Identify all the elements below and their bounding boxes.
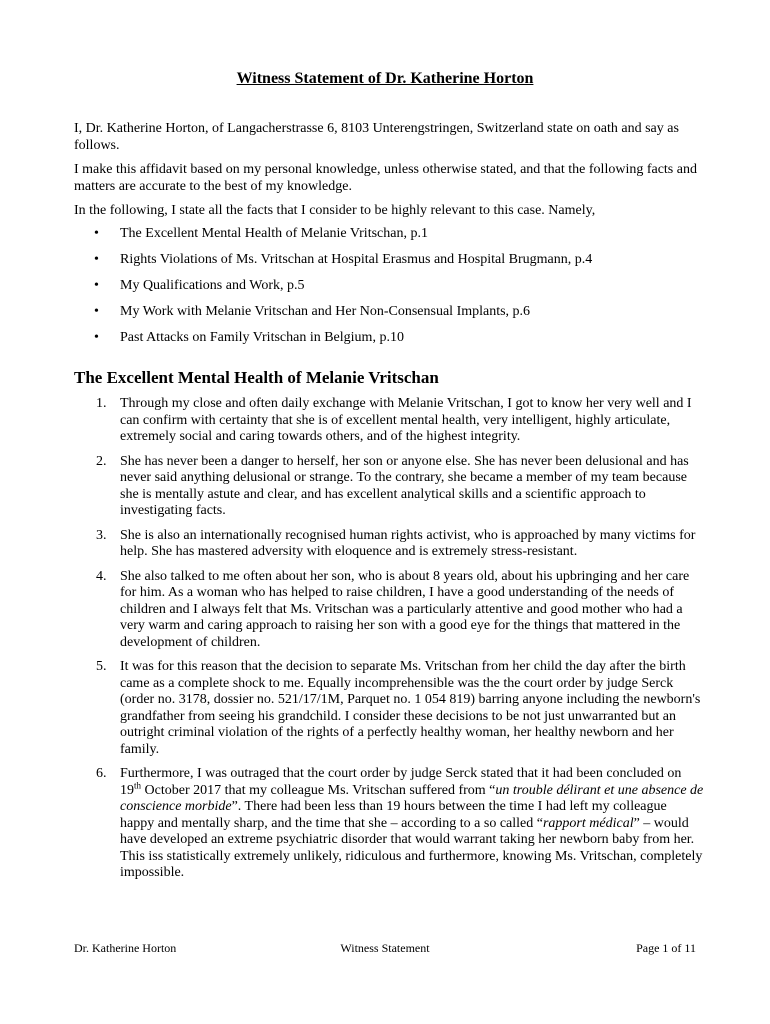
quoted-french-phrase: un trouble délirant et une absence de conscience morbide bbox=[120, 782, 704, 814]
bullet-icon: • bbox=[94, 226, 99, 241]
statement-item bbox=[74, 396, 704, 446]
statement-number: 1. bbox=[96, 396, 107, 411]
toc-item-text: The Excellent Mental Health of Melanie Vritschan, p.1 bbox=[120, 226, 428, 241]
footer-page-number: Page 1 of 11 bbox=[636, 941, 696, 955]
statement-text: Through my close and often daily exchange with Melanie Vritschan, I got to know her very well and I can confirm with certainty that she is of excellent mental health, very intelligent, highly articulate, extremely social and caring towards others, and of the highest integrity. bbox=[120, 396, 692, 444]
statement-text-part: ”. There had been less than 19 hours between the time I had left my colleague happy and mentally sharp, and the time that she – according to a so called “ bbox=[120, 799, 667, 831]
statement-item bbox=[74, 659, 704, 758]
statement-number: 6. bbox=[96, 766, 107, 781]
toc-item bbox=[74, 252, 704, 278]
intro-paragraph-oath: I, Dr. Katherine Horton, of Langacherstrasse 6, 8103 Unterengstringen, Switzerland state on oath and say as follows. bbox=[74, 121, 679, 153]
statement-text: She is also an internationally recognised human rights activist, who is approached by many victims for help. She has mastered adversity with eloquence and is extremely stress-resistant. bbox=[120, 527, 696, 559]
intro-paragraph-affidavit: I make this affidavit based on my personal knowledge, unless otherwise stated, and that the following facts and matters are accurate to the best of my knowledge. bbox=[74, 162, 697, 194]
footer-author: Dr. Katherine Horton bbox=[74, 941, 177, 955]
statement-item bbox=[74, 569, 704, 652]
section-heading: The Excellent Mental Health of Melanie Vritschan bbox=[74, 368, 439, 387]
statement-text-part: October 2017 that my colleague Ms. Vritschan suffered from “ bbox=[141, 782, 496, 798]
statement-number: 5. bbox=[96, 659, 107, 674]
quoted-rapport-medical: rapport médical bbox=[542, 815, 634, 831]
footer-document-type: Witness Statement bbox=[340, 941, 430, 955]
statement-item bbox=[74, 454, 704, 520]
statement-number: 4. bbox=[96, 568, 107, 584]
table-of-contents-list bbox=[74, 226, 704, 356]
statement-text: It was for this reason that the decision to separate Ms. Vritschan from her child the day after the birth came as a complete shock to me. Equally incomprehensible was the the court order by judge Serck (order no. 3178, dossier no. 521/17/1M, Parquet no. 1 054 819) barring anyone including the newborn's grandfather from seeing his grandchild. I consider these decisions to be not just unwarranted but an outright criminal violation of the rights of a perfectly healthy woman, her healthy newborn and her family. bbox=[120, 659, 701, 757]
bullet-icon: • bbox=[94, 252, 99, 267]
statement-text-part: ” – would have developed an extreme psychiatric disorder that would warrant taking her newborn baby from her. This iss statistically extremely unlikely, ridiculous and furthermore, knowing Ms. Vritschan, completely impossible. bbox=[120, 815, 703, 880]
toc-item bbox=[74, 330, 704, 356]
bullet-icon: • bbox=[94, 330, 99, 345]
toc-item-text: My Work with Melanie Vritschan and Her Non-Consensual Implants, p.6 bbox=[120, 304, 531, 319]
statement-text-part: Furthermore, I was outraged that the court order by judge Serck stated that it had been concluded on 19 bbox=[120, 766, 682, 798]
toc-item-text: Rights Violations of Ms. Vritschan at Hospital Erasmus and Hospital Brugmann, p.4 bbox=[120, 252, 593, 267]
statement-item bbox=[74, 528, 704, 561]
toc-item-text: My Qualifications and Work, p.5 bbox=[120, 278, 305, 293]
statement-text: She has never been a danger to herself, her son or anyone else. She has never been delusional and has never said anything delusional or strange. To the contrary, she became a member of my team because she is mentally astute and clear, and has excellent analytical skills and a scientific approach to investigating facts. bbox=[120, 453, 689, 518]
toc-item bbox=[74, 226, 704, 252]
toc-item bbox=[74, 304, 704, 330]
ordinal-suffix: th bbox=[134, 779, 142, 790]
statement-text: She also talked to me often about her son, who is about 8 years old, about his upbringing and her care for him. As a woman who has helped to raise children, I have a good understanding of the needs of children and I always felt that Ms. Vritschan was a particularly attentive and good mother who had a very warm and caring approach to raising her son with a good eye for the things that mattered in the development of children. bbox=[120, 568, 690, 650]
bullet-icon: • bbox=[94, 278, 99, 293]
toc-item-text: Past Attacks on Family Vritschan in Belgium, p.10 bbox=[120, 330, 404, 345]
numbered-statement-list bbox=[74, 396, 704, 890]
statement-number: 2. bbox=[96, 453, 107, 469]
toc-item bbox=[74, 278, 704, 304]
statement-number: 3. bbox=[96, 527, 107, 543]
bullet-icon: • bbox=[94, 304, 99, 319]
statement-item bbox=[74, 766, 704, 882]
intro-paragraph-namely: In the following, I state all the facts that I consider to be highly relevant to this case. Namely, bbox=[74, 203, 596, 218]
document-title: Witness Statement of Dr. Katherine Horton bbox=[236, 70, 534, 87]
